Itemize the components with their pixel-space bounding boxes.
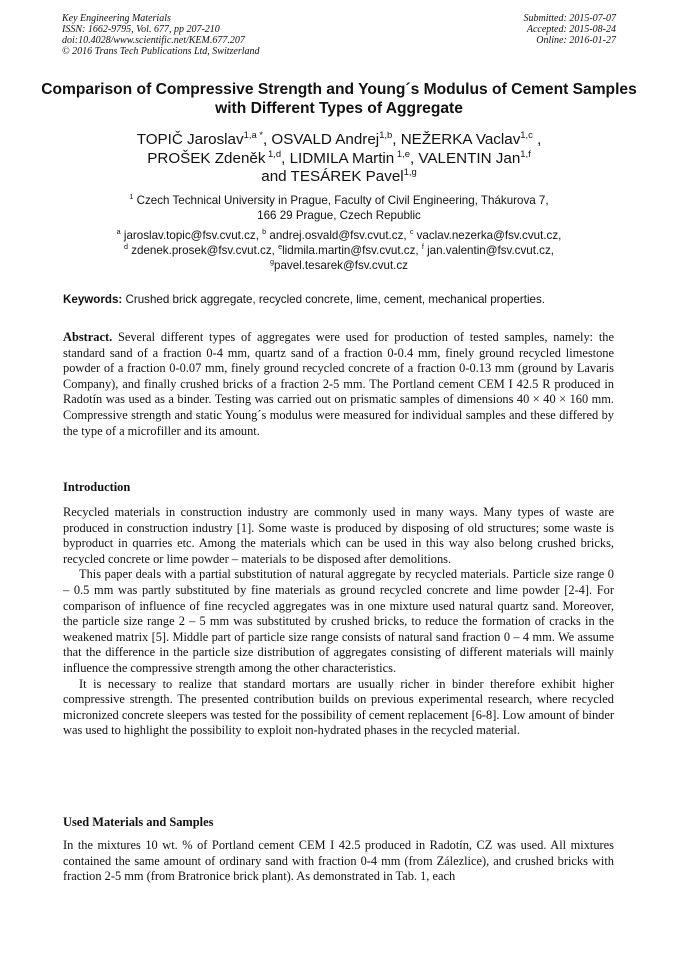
body-paragraph: This paper deals with a partial substitution of natural aggregate by recycled materials. Particle size range 0 – 0.5 mm was partly substituted by fine materials as ground recycled concrete and lime powder [2-4]. For comparison of influence of fine recycled aggregates was in one mixture used natural quartz sand. Moreover, the particle size range 2 – 5 mm was substituted by crushed bricks, to reduce the formation of cracks in the weakened matrix [5]. Middle part of particle size range consists of natural sand fraction 0 – 4 mm. We assume that the difference in the particle size distribution of aggregates consisting of different materials will mainly influence the compressive strength among the other characteristics.: [63, 567, 614, 675]
abstract-paragraph: [63, 330, 614, 439]
author-list: [40, 128, 638, 187]
accepted-date: Accepted: 2015-08-24: [526, 24, 616, 35]
keywords-text: Crushed brick aggregate, recycled concrete, lime, cement, mechanical properties.: [122, 293, 546, 306]
author-separator: ,: [281, 149, 290, 167]
email-link[interactable]: pavel.tesarek@fsv.cvut.cz: [274, 258, 408, 272]
abstract-label: Abstract.: [63, 330, 113, 344]
email-link[interactable]: vaclav.nezerka@fsv.cvut.cz,: [413, 229, 562, 242]
email-link[interactable]: jaroslav.topic@fsv.cvut.cz,: [120, 229, 263, 242]
journal-info: [62, 13, 260, 57]
email-mark: e: [278, 241, 283, 251]
author-name: VALENTIN Jan: [418, 149, 521, 167]
doi-line: doi:10.4028/www.scientific.net/KEM.677.207: [62, 35, 245, 46]
email-mark: f: [421, 241, 424, 251]
email-list: [50, 229, 628, 273]
author-name: TOPIČ Jaroslav: [136, 131, 244, 148]
keywords-label: Keywords:: [63, 293, 123, 306]
email-link[interactable]: lidmila.martin@fsv.cvut.cz,: [282, 243, 422, 257]
author-name: and TESÁREK Pavel: [261, 168, 404, 185]
submitted-date: Submitted: 2015-07-07: [523, 13, 616, 24]
author-affil-mark: 1,d: [265, 147, 282, 159]
journal-name: Key Engineering Materials: [62, 13, 171, 24]
author-affil-mark: 1,c: [520, 128, 533, 140]
body-paragraph: Recycled materials in construction industry are commonly used in many ways. Many types of waste are produced in construction industry [1]. Some waste is produced by disposing of old structures; some waste is byproduct in quarries etc. Among the materials which can be used in this way also belong crushed bricks, recycled concrete or lime powder – materials to be disposed after demolitions.: [63, 505, 614, 566]
author-name: NEŽERKA Vaclav: [400, 131, 521, 148]
email-mark: a: [116, 227, 121, 237]
email-mark: c: [409, 227, 414, 237]
affiliation-line: 166 29 Prague, Czech Republic: [257, 209, 421, 222]
email-mark: d: [124, 241, 128, 251]
body-paragraph: It is necessary to realize that standard mortars are usually richer in binder therefore exhibit higher compressive strength. The presented contribution builds on previous experimental research, where recycled micronized concrete sleepers was tested for the possibility of cement replacement [6-8]. Low amount of binder was used to highlight the possibility to exploit non-hydrated phases in the recycled material.: [63, 676, 614, 738]
affiliation: [60, 193, 618, 223]
author-name: LIDMILA Martin: [289, 149, 395, 167]
email-mark: b: [262, 227, 267, 237]
author-affil-mark: 1,g: [403, 165, 417, 177]
author-affil-mark: 1,b: [379, 128, 393, 140]
email-mark: g: [270, 256, 274, 266]
abstract-text: Several different types of aggregates were used for production of tested samples, namely: the standard sand of a fraction 0-4 mm, quartz sand of a fraction 0-0.4 mm, finely ground recycled limestone powder of a fraction 0-0.07 mm, finely ground recycled concrete of a fraction 0-0.13 mm (ground by Lavaris Company), and finally crushed bricks of a fraction 2-5 mm. The Portland cement CEM I 42.5 R produced in Radotín was used as a binder. Testing was carried out on prismatic samples of dimensions 40 × 40 × 160 mm. Compressive strength and static Young´s modulus were measured for individual samples and these differed by the type of a microfiller and its amount.: [63, 330, 614, 438]
introduction-heading: Introduction: [63, 480, 131, 494]
author-separator: ,: [532, 131, 542, 148]
online-date: Online: 2016-01-27: [536, 35, 616, 46]
affiliation-mark: 1: [129, 192, 134, 202]
email-link[interactable]: jan.valentin@fsv.cvut.cz,: [423, 243, 554, 257]
author-affil-mark: 1,a *: [243, 128, 263, 140]
author-name: PROŠEK Zdeněk: [147, 149, 266, 167]
author-affil-mark: 1,e: [394, 147, 410, 159]
submission-dates: [524, 13, 617, 46]
author-separator: ,: [262, 131, 272, 148]
author-affil-mark: 1,f: [520, 147, 531, 159]
author-separator: ,: [392, 131, 401, 148]
abstract: [63, 330, 614, 439]
materials-section: [63, 838, 614, 885]
materials-heading: Used Materials and Samples: [63, 815, 214, 829]
copyright-line: © 2016 Trans Tech Publications Ltd, Switzerland: [62, 46, 260, 57]
author-name: OSVALD Andrej: [271, 131, 380, 148]
issn-line: ISSN: 1662-9795, Vol. 677, pp 207-210: [62, 24, 220, 35]
paper-title: Comparison of Compressive Strength and Young´s Modulus of Cement Samples with Different Types of Aggregate: [41, 81, 637, 117]
body-paragraph: In the mixtures 10 wt. % of Portland cement CEM I 42.5 produced in Radotín, CZ was used. All mixtures contained the same amount of ordinary sand with fraction 0-4 mm (from Zálezlice), and crushed bricks with fraction 2-5 mm (from Bratronice brick plant). As demonstrated in Tab. 1, each: [63, 838, 614, 884]
email-link[interactable]: andrej.osvald@fsv.cvut.cz,: [266, 229, 410, 242]
introduction-section: [63, 505, 614, 739]
email-link[interactable]: zdenek.prosek@fsv.cvut.cz,: [128, 243, 279, 257]
keywords: [63, 293, 623, 307]
author-separator: ,: [409, 149, 419, 167]
affiliation-line: Czech Technical University in Prague, Faculty of Civil Engineering, Thákurova 7,: [133, 194, 549, 207]
